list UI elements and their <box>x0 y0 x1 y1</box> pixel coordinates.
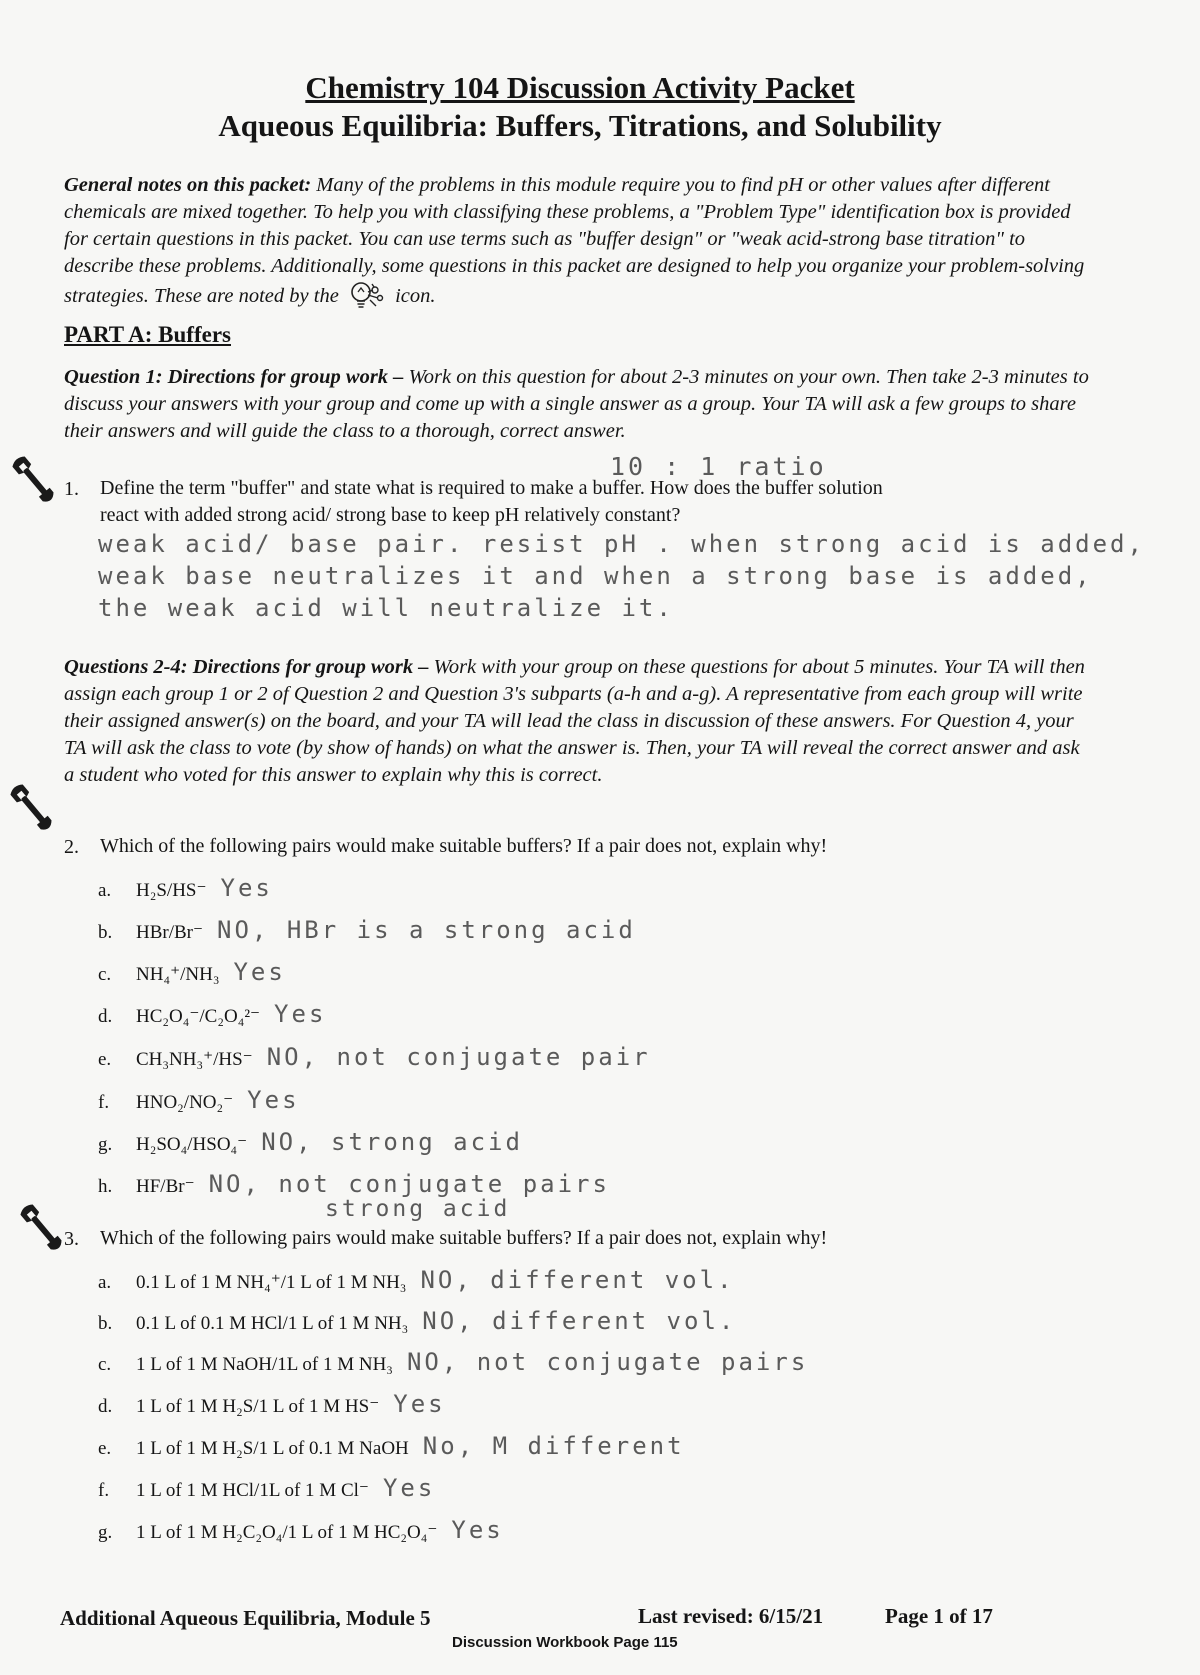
q3-item: c. 1 L of 1 M NaOH/1L of 1 M NH₃ NO, not conjugate pairs <box>98 1348 809 1376</box>
q1-directions <box>64 364 1094 445</box>
packet-subtitle: Aqueous Equilibria: Buffers, Titrations, and Solubility <box>218 108 942 143</box>
q1-answer-line: weak base neutralizes it and when a strong base is added, <box>98 562 1093 590</box>
q1-directions-text: Work on this question for about 2-3 minutes on your own. Then take 2-3 minutes to discuss your answers with your group and come up with a single answer as a group. Your TA will ask a few groups to share their answers and will guide the class to a thorough, correct answer. <box>64 366 1089 442</box>
q2-4-directions-label: Questions 2-4: Directions for group work – <box>64 656 429 678</box>
q2-item: a. H₂S/HS⁻ Yes <box>98 874 273 902</box>
wrench-icon <box>10 452 58 508</box>
q2-item: h. HF/Br⁻ NO, not conjugate pairs <box>98 1170 610 1198</box>
footer-page-number: Page 1 of 17 <box>885 1604 993 1628</box>
footer-module: Additional Aqueous Equilibria, Module 5 <box>60 1606 431 1630</box>
notes-label: General notes on this packet: <box>64 174 312 196</box>
q2-prompt: Which of the following pairs would make suitable buffers? If a pair does not, explain why! <box>100 835 828 857</box>
general-notes <box>64 172 1094 310</box>
q3-item: d. 1 L of 1 M H₂S/1 L of 1 M HS⁻ Yes <box>98 1390 446 1418</box>
q1-answer-line: weak acid/ base pair. resist pH . when strong acid is added, <box>98 530 1145 558</box>
q1-directions-label: Question 1: Directions for group work – <box>64 366 404 388</box>
wrench-icon <box>8 780 56 836</box>
q3-item: f. 1 L of 1 M HCl/1L of 1 M Cl⁻ Yes <box>98 1474 436 1502</box>
q2-item: d. HC₂O₄⁻/C₂O₄²⁻ Yes <box>98 1000 327 1028</box>
q2-number: 2. <box>64 836 79 858</box>
q2-item: b. HBr/Br⁻ NO, HBr is a strong acid <box>98 916 636 944</box>
q2-item: g. H₂SO₄/HSO₄⁻ NO, strong acid <box>98 1128 523 1156</box>
q1-answer-line: the weak acid will neutralize it. <box>98 594 674 622</box>
part-a-heading: PART A: Buffers <box>64 322 231 347</box>
q1-number: 1. <box>64 478 79 500</box>
q2-item: f. HNO₂/NO₂⁻ Yes <box>98 1086 300 1114</box>
handwritten-ratio-note: 10 : 1 ratio <box>610 452 827 481</box>
q3-item: a. 0.1 L of 1 M NH₄⁺/1 L of 1 M NH₃ NO, different vol. <box>98 1266 735 1294</box>
q2-item: c. NH₄⁺/NH₃ Yes <box>98 958 286 986</box>
q2-4-directions-text: Work with your group on these questions for about 5 minutes. Your TA will then assign each group 1 or 2 of Question 2 and Question 3's subparts (a-h and a-g). A representative from each group will write their assigned answer(s) on the board, and your TA will lead the class in discussion of these answers. For Question 4, your TA will ask the class to vote (by show of hands) on what the answer is. Then, your TA will reveal the correct answer and ask a student who voted for this answer to explain why this is correct. <box>64 656 1085 786</box>
q2-4-directions <box>64 654 1094 789</box>
footer-revised: Last revised: 6/15/21 <box>638 1604 824 1628</box>
packet-title: Chemistry 104 Discussion Activity Packet <box>305 70 855 105</box>
q2-extra-note: strong acid <box>325 1196 511 1222</box>
footer-workbook-page: Discussion Workbook Page 115 <box>452 1634 678 1651</box>
q1-prompt-line2: react with added strong acid/ strong base to keep pH relatively constant? <box>100 504 681 526</box>
q3-prompt: Which of the following pairs would make suitable buffers? If a pair does not, explain why! <box>100 1227 828 1249</box>
notes-text-end: icon. <box>395 285 436 307</box>
wrench-icon <box>18 1200 66 1256</box>
lightbulb-icon <box>348 280 386 310</box>
q3-item: b. 0.1 L of 0.1 M HCl/1 L of 1 M NH₃ NO, different vol. <box>98 1307 737 1335</box>
q3-item: g. 1 L of 1 M H₂C₂O₄/1 L of 1 M HC₂O₄⁻ Yes <box>98 1516 504 1544</box>
q1-prompt-line1: Define the term "buffer" and state what is required to make a buffer. How does the buffer solution <box>100 477 883 499</box>
q3-item: e. 1 L of 1 M H₂S/1 L of 0.1 M NaOH No, M different <box>98 1432 685 1460</box>
q3-number: 3. <box>64 1228 79 1250</box>
q2-item: e. CH₃NH₃⁺/HS⁻ NO, not conjugate pair <box>98 1043 651 1071</box>
notes-text: Many of the problems in this module require you to find pH or other values after different chemicals are mixed together. To help you with classifying these problems, a "Problem Type" identification box is provided for certain questions in this packet. You can use terms such as "buffer design" or "weak acid-strong base titration" to describe these problems. Additionally, some questions in this packet are designed to help you organize your problem-solving strategies. These are noted by the <box>64 174 1085 307</box>
